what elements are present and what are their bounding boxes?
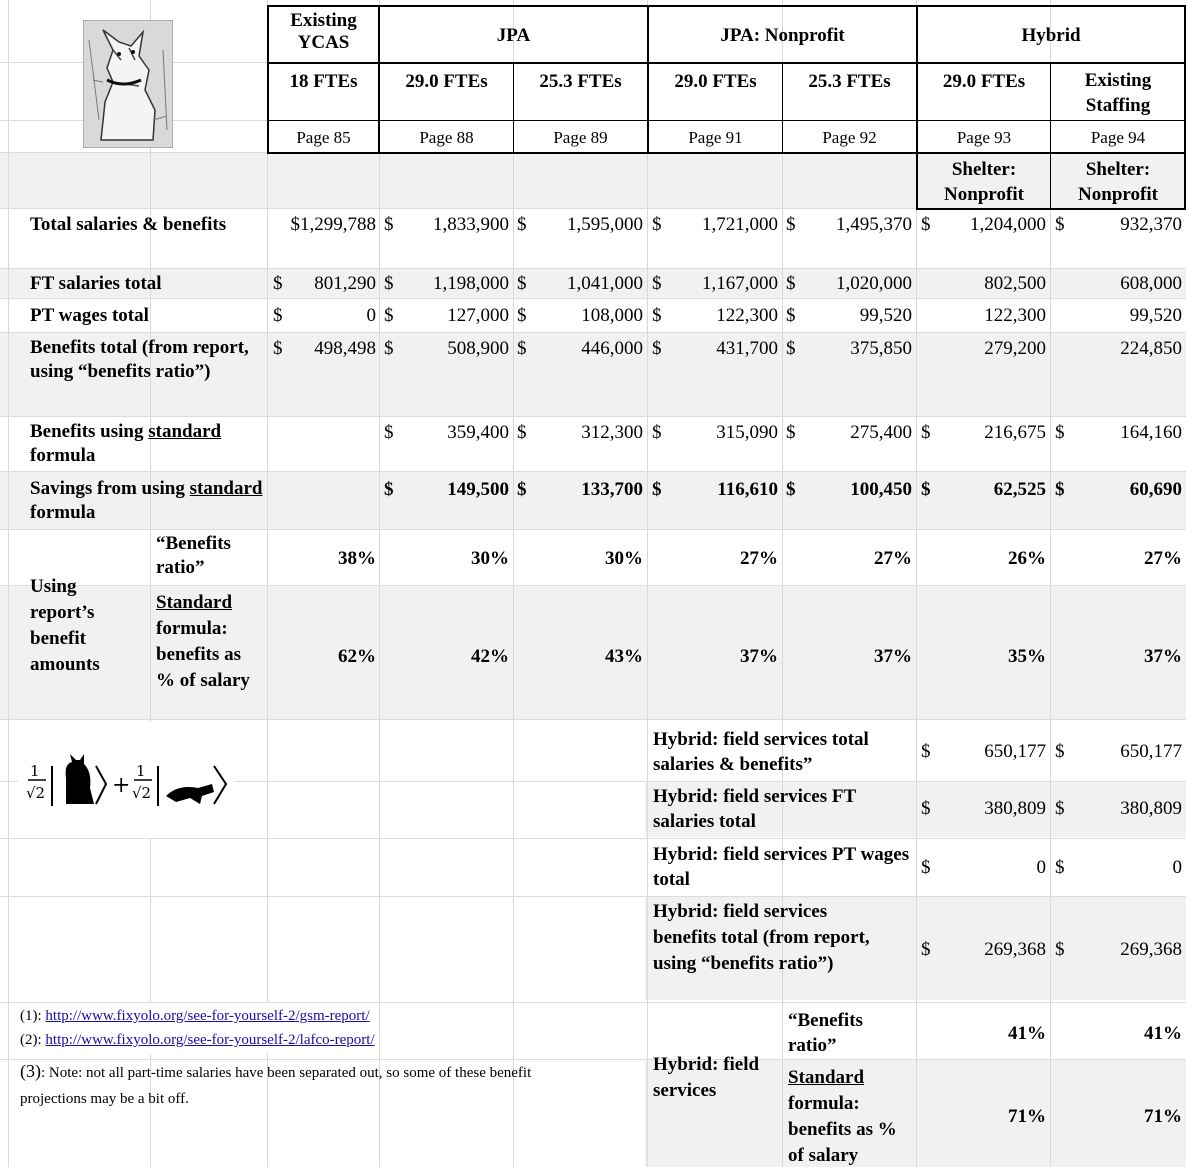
fte-col-6: 29.0 FTEs <box>942 71 1026 92</box>
value-benefits-total-2: 508,900 <box>447 338 509 359</box>
footnote-link-lafco-report[interactable]: http://www.fixyolo.org/see-for-yourself-2/lafco-report/ <box>45 1032 375 1048</box>
currency-symbol: $ <box>1055 422 1065 443</box>
shelter-col-7: Shelter: Nonprofit <box>1078 159 1158 205</box>
equation-root: √2 <box>26 784 46 802</box>
currency-symbol: $ <box>652 479 662 500</box>
ratio-col-3: 30% <box>605 548 643 569</box>
currency-symbol: $ <box>786 273 796 294</box>
label-hybrid-ft: Hybrid: field services FT salaries total <box>653 786 856 832</box>
value-benefits-total-5: 375,850 <box>850 338 912 359</box>
value-total-salaries-4: 1,721,000 <box>702 214 778 235</box>
currency-symbol: $ <box>1055 798 1065 819</box>
label-savings: Savings from using standard formula <box>30 478 263 523</box>
standard-col-7: 37% <box>1144 646 1182 667</box>
fte-col-1: 18 FTEs <box>289 71 358 92</box>
label-ft-salaries: FT salaries total <box>30 273 162 294</box>
schrodinger-cat-equation-image <box>18 722 234 838</box>
value-benefits-standard-4: 315,090 <box>716 422 778 443</box>
value-ft-salaries-3: 1,041,000 <box>567 273 643 294</box>
header-hybrid: Hybrid <box>1021 25 1081 46</box>
page-col-1: Page 85 <box>296 128 351 147</box>
currency-symbol: $ <box>921 214 931 235</box>
value-pt-wages-4: 122,300 <box>716 305 778 326</box>
currency-symbol: $ <box>652 422 662 443</box>
equation-plus: + <box>112 773 131 798</box>
equation-fraction: 1 <box>30 762 40 780</box>
currency-symbol: $ <box>517 338 527 359</box>
value-benefits-total-3: 446,000 <box>581 338 643 359</box>
value-ft-salaries-4: 1,167,000 <box>702 273 778 294</box>
footnote-2: (2): http://www.fixyolo.org/see-for-yourself-2/lafco-report/ <box>20 1027 379 1053</box>
page-col-7: Page 94 <box>1090 128 1146 147</box>
value-benefits-total-1: 498,498 <box>314 338 376 359</box>
fte-col-3: 25.3 FTEs <box>539 71 622 92</box>
value-ft-salaries-7: 608,000 <box>1120 273 1182 294</box>
label-benefits-standard: Benefits using standard formula <box>30 421 222 466</box>
label-benefits-ratio: “Benefits ratio” <box>156 533 231 578</box>
header-jpa: JPA <box>496 25 531 46</box>
value-savings-4: 116,610 <box>717 479 778 500</box>
value-pt-wages-2: 127,000 <box>447 305 509 326</box>
equation-fraction: 1 <box>136 762 146 780</box>
label-benefits-total: Benefits total (from report, using “benefits ratio”) <box>30 337 249 382</box>
value-benefits-standard-2: 359,400 <box>447 422 509 443</box>
value-savings-5: 100,450 <box>850 479 912 500</box>
fte-col-2: 29.0 FTEs <box>405 71 488 92</box>
hybrid-ft-6: 380,809 <box>984 798 1046 819</box>
currency-symbol: $ <box>921 857 931 878</box>
label-using-report: Using report’s benefit amounts <box>30 576 100 675</box>
value-total-salaries-2: 1,833,900 <box>433 214 509 235</box>
header-existing-ycas: Existing YCAS <box>290 10 357 53</box>
standard-col-1: 62% <box>338 646 376 667</box>
label-hybrid-field-services: Hybrid: field services <box>653 1054 760 1101</box>
currency-symbol: $ <box>786 214 796 235</box>
standard-col-3: 43% <box>605 646 643 667</box>
value-benefits-total-7: 224,850 <box>1120 338 1182 359</box>
value-total-salaries-6: 1,204,000 <box>970 214 1046 235</box>
value-benefits-total-6: 279,200 <box>984 338 1046 359</box>
value-ft-salaries-6: 802,500 <box>984 273 1046 294</box>
ratio-col-2: 30% <box>471 548 509 569</box>
currency-symbol: $ <box>517 214 527 235</box>
value-benefits-standard-6: 216,675 <box>984 422 1046 443</box>
hybrid-total-6: 650,177 <box>984 741 1046 762</box>
value-pt-wages-5: 99,520 <box>859 305 912 326</box>
currency-symbol: $ <box>1055 214 1065 235</box>
footnote-3: (3): Note: not all part-time salaries have been separated out, so some of these benefit projections may be a bit off. <box>20 1061 532 1107</box>
value-ft-salaries-5: 1,020,000 <box>836 273 912 294</box>
shelter-col-6: Shelter: Nonprofit <box>944 159 1024 205</box>
ratio-col-7: 27% <box>1144 548 1182 569</box>
currency-symbol: $ <box>786 479 796 500</box>
currency-symbol: $ <box>1055 939 1065 960</box>
currency-symbol: $ <box>1055 741 1065 762</box>
fte-col-7: Existing Staffing <box>1084 70 1152 116</box>
hybrid-pt-7: 0 <box>1172 857 1182 878</box>
label-hybrid-ratio: “Benefits ratio” <box>788 1010 863 1056</box>
label-pt-wages: PT wages total <box>30 305 149 326</box>
equation-root: √2 <box>132 784 152 802</box>
standard-col-5: 37% <box>874 646 912 667</box>
label-hybrid-benefits: Hybrid: field services benefits total (from report, using “benefits ratio”) <box>653 901 870 974</box>
footnote-1: (1): http://www.fixyolo.org/see-for-yourself-2/gsm-report/ <box>20 1003 374 1029</box>
hybrid-ratio-6: 41% <box>1008 1023 1046 1044</box>
page-col-3: Page 89 <box>553 128 608 147</box>
footnote-link-gsm-report[interactable]: http://www.fixyolo.org/see-for-yourself-2/gsm-report/ <box>45 1008 370 1024</box>
label-hybrid-total: Hybrid: field services total salaries & benefits” <box>653 729 869 775</box>
standard-col-6: 35% <box>1008 646 1046 667</box>
ratio-col-6: 26% <box>1008 548 1046 569</box>
currency-symbol: $ <box>1055 857 1065 878</box>
currency-symbol: $ <box>786 422 796 443</box>
currency-symbol: $ <box>517 479 527 500</box>
currency-symbol: $ <box>273 305 283 326</box>
value-ft-salaries-2: 1,198,000 <box>433 273 509 294</box>
fte-col-5: 25.3 FTEs <box>808 71 891 92</box>
value-benefits-total-4: 431,700 <box>716 338 778 359</box>
currency-symbol: $ <box>517 273 527 294</box>
currency-symbol: $ <box>384 305 394 326</box>
currency-symbol: $ <box>273 273 283 294</box>
label-hybrid-pt: Hybrid: field services PT wages total <box>653 844 910 890</box>
fte-col-4: 29.0 FTEs <box>674 71 757 92</box>
label-standard-formula: Standard formula: benefits as % of salary <box>156 592 250 691</box>
ratio-col-5: 27% <box>874 548 912 569</box>
value-savings-2: 149,500 <box>447 479 509 500</box>
value-total-salaries-1: $1,299,788 <box>290 214 376 235</box>
hybrid-ratio-7: 41% <box>1144 1023 1182 1044</box>
value-ft-salaries-1: 801,290 <box>314 273 376 294</box>
currency-symbol: $ <box>652 338 662 359</box>
currency-symbol: $ <box>652 305 662 326</box>
currency-symbol: $ <box>786 305 796 326</box>
value-pt-wages-7: 99,520 <box>1129 305 1182 326</box>
ratio-col-1: 38% <box>338 548 376 569</box>
value-savings-3: 133,700 <box>581 479 643 500</box>
value-total-salaries-7: 932,370 <box>1120 214 1182 235</box>
hybrid-benefits-7: 269,368 <box>1120 939 1182 960</box>
currency-symbol: $ <box>384 422 394 443</box>
dog-engraving-image <box>83 20 173 148</box>
standard-col-2: 42% <box>471 646 509 667</box>
currency-symbol: $ <box>921 939 931 960</box>
currency-symbol: $ <box>517 422 527 443</box>
page-col-6: Page 93 <box>956 128 1012 147</box>
hybrid-total-7: 650,177 <box>1120 741 1182 762</box>
currency-symbol: $ <box>384 214 394 235</box>
value-savings-6: 62,525 <box>993 479 1046 500</box>
ratio-col-4: 27% <box>740 548 778 569</box>
page-col-2: Page 88 <box>419 128 474 147</box>
currency-symbol: $ <box>517 305 527 326</box>
currency-symbol: $ <box>921 479 931 500</box>
currency-symbol: $ <box>273 338 283 359</box>
header-jpa-nonprofit: JPA: Nonprofit <box>720 25 845 46</box>
currency-symbol: $ <box>921 798 931 819</box>
hybrid-ft-7: 380,809 <box>1120 798 1182 819</box>
value-pt-wages-6: 122,300 <box>984 305 1046 326</box>
value-total-salaries-5: 1,495,370 <box>836 214 912 235</box>
hybrid-benefits-6: 269,368 <box>984 939 1046 960</box>
currency-symbol: $ <box>921 422 931 443</box>
page-col-4: Page 91 <box>688 128 743 147</box>
currency-symbol: $ <box>652 273 662 294</box>
label-total-salaries: Total salaries & benefits <box>30 214 227 235</box>
value-benefits-standard-5: 275,400 <box>850 422 912 443</box>
currency-symbol: $ <box>384 273 394 294</box>
value-total-salaries-3: 1,595,000 <box>567 214 643 235</box>
value-savings-7: 60,690 <box>1129 479 1182 500</box>
value-pt-wages-3: 108,000 <box>581 305 643 326</box>
hybrid-standard-7: 71% <box>1144 1106 1182 1127</box>
hybrid-pt-6: 0 <box>1036 857 1046 878</box>
currency-symbol: $ <box>921 741 931 762</box>
currency-symbol: $ <box>652 214 662 235</box>
value-benefits-standard-7: 164,160 <box>1120 422 1182 443</box>
currency-symbol: $ <box>1055 479 1065 500</box>
label-hybrid-standard: Standard formula: benefits as % of salary <box>788 1067 897 1166</box>
currency-symbol: $ <box>384 479 394 500</box>
currency-symbol: $ <box>786 338 796 359</box>
value-pt-wages-1: 0 <box>366 305 376 326</box>
currency-symbol: $ <box>384 338 394 359</box>
page-col-5: Page 92 <box>822 128 877 147</box>
value-benefits-standard-3: 312,300 <box>581 422 643 443</box>
hybrid-standard-6: 71% <box>1008 1106 1046 1127</box>
standard-col-4: 37% <box>740 646 778 667</box>
